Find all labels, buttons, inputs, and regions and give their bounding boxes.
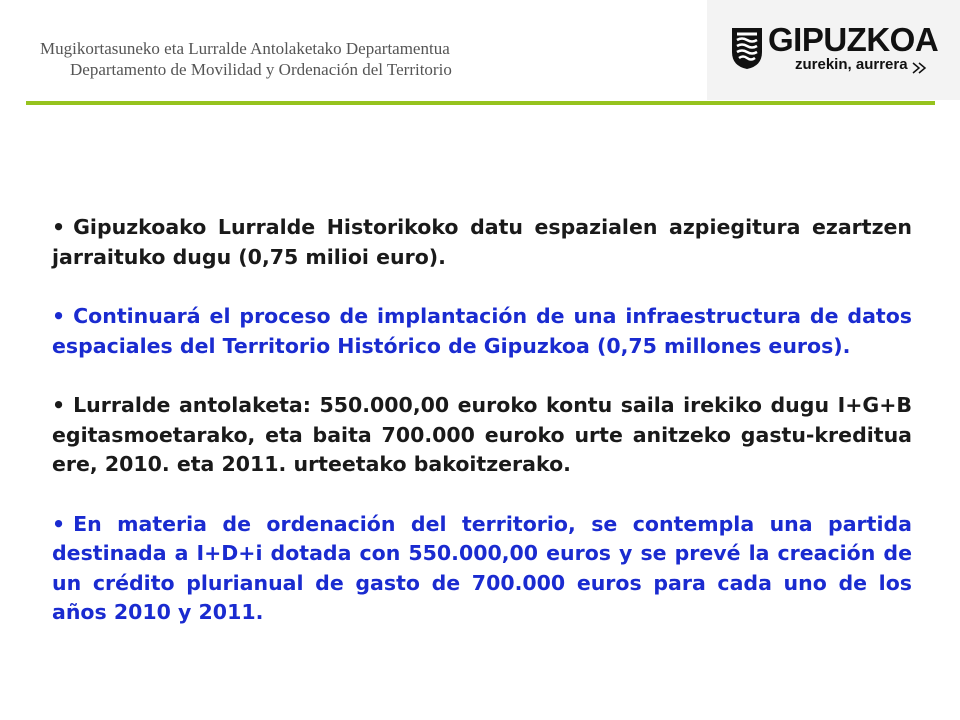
department-name-spanish: Departamento de Movilidad y Ordenación del Territorio	[70, 60, 452, 79]
double-chevron-icon	[912, 62, 928, 74]
gipuzkoa-shield-icon	[730, 26, 764, 70]
bullet-text: Lurralde antolaketa: 550.000,00 euroko kontu saila irekiko dugu I+G+B egitasmoetarako, eta baita 700.000 euroko urte anitzeko gastu-kreditua ere, 2010. eta 2011. urteetako bakoitzerako.	[52, 393, 912, 476]
bullet-text: Gipuzkoako Lurralde Historikoko datu espazialen azpiegitura ezartzen jarraituko dugu (0,75 milioi euro).	[52, 215, 912, 269]
bullet-marker: •	[52, 304, 66, 328]
header-divider	[26, 101, 935, 105]
bullet-item-spanish-2	[52, 510, 912, 628]
bullet-item-spanish-1	[52, 302, 912, 361]
bullet-item-basque-2	[52, 391, 912, 480]
bullet-marker: •	[52, 511, 66, 536]
bullet-text: En materia de ordenación del territorio, se contempla una partida destinada a I+D+i dotada con 550.000,00 euros y se prevé la creación de un crédito plurianual de gasto de 700.000 euros para cada uno de los años 2010 y 2011.	[52, 511, 912, 624]
bullet-text: Continuará el proceso de implantación de una infraestructura de datos espaciales del Territorio Histórico de Gipuzkoa (0,75 millones euros).	[52, 304, 912, 358]
logo-wordmark: GIPUZKOA	[768, 21, 939, 58]
logo-slogan: zurekin, aurrera	[795, 56, 908, 73]
department-name-basque: Mugikortasuneko eta Lurralde Antolaketako Departamentua	[40, 39, 450, 58]
department-header	[40, 38, 452, 80]
slide-body	[52, 213, 912, 658]
bullet-marker: •	[52, 393, 66, 417]
bullet-item-basque-1	[52, 213, 912, 272]
bullet-marker: •	[52, 215, 66, 239]
